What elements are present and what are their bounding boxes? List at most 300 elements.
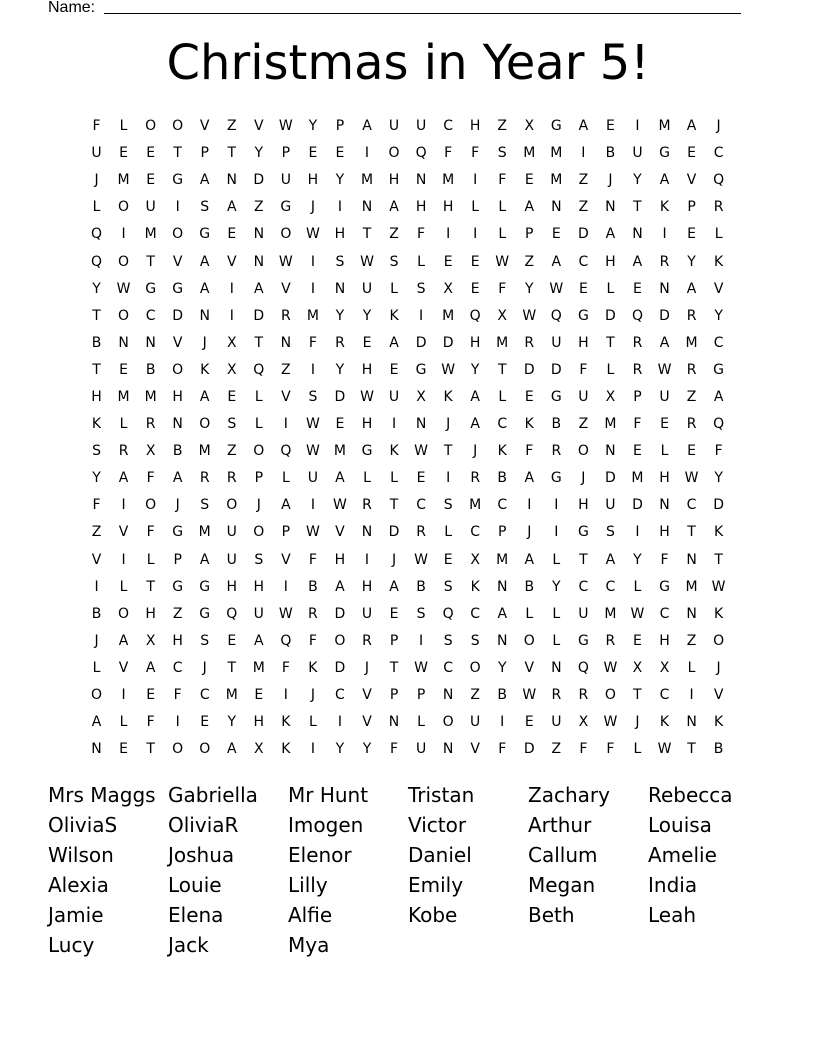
grid-letter[interactable]: C <box>659 605 670 622</box>
grid-letter[interactable]: I <box>310 497 315 514</box>
grid-letter[interactable]: W <box>441 361 456 378</box>
grid-letter[interactable]: U <box>551 714 562 731</box>
grid-letter[interactable]: Q <box>577 659 589 676</box>
grid-letter[interactable]: I <box>473 226 478 243</box>
grid-letter[interactable]: R <box>362 632 372 649</box>
grid-letter[interactable]: Y <box>714 470 723 487</box>
grid-letter[interactable]: A <box>389 199 399 216</box>
grid-letter[interactable]: M <box>496 334 509 351</box>
grid-letter[interactable]: I <box>364 551 370 568</box>
grid-letter[interactable]: K <box>91 416 102 433</box>
grid-letter[interactable]: F <box>281 659 290 676</box>
grid-letter[interactable]: K <box>524 416 534 433</box>
grid-letter[interactable]: M <box>631 470 644 487</box>
grid-letter[interactable]: H <box>334 551 346 568</box>
grid-letter[interactable]: L <box>498 199 507 216</box>
grid-letter[interactable]: B <box>172 443 183 460</box>
grid-letter[interactable]: T <box>497 361 507 378</box>
grid-letter[interactable]: R <box>199 470 210 487</box>
grid-letter[interactable]: J <box>527 524 532 541</box>
grid-letter[interactable]: W <box>495 253 510 270</box>
grid-letter[interactable]: N <box>442 741 454 758</box>
grid-letter[interactable]: L <box>606 280 615 297</box>
grid-letter[interactable]: Y <box>362 741 372 758</box>
grid-letter[interactable]: S <box>470 632 480 649</box>
grid-letter[interactable]: S <box>443 632 453 649</box>
grid-letter[interactable]: F <box>498 280 507 297</box>
grid-letter[interactable]: D <box>550 361 562 378</box>
grid-letter[interactable]: X <box>578 714 589 731</box>
grid-letter[interactable]: J <box>716 659 721 676</box>
grid-letter[interactable]: Q <box>253 361 265 378</box>
grid-letter[interactable]: G <box>172 578 184 595</box>
grid-letter[interactable]: Z <box>226 443 237 460</box>
grid-letter[interactable]: W <box>305 524 320 541</box>
grid-letter[interactable]: G <box>659 145 670 162</box>
grid-letter[interactable]: V <box>524 659 535 676</box>
grid-letter[interactable]: N <box>253 253 265 270</box>
grid-letter[interactable]: O <box>172 118 184 135</box>
grid-letter[interactable]: V <box>686 172 697 189</box>
grid-letter[interactable]: L <box>254 416 263 433</box>
grid-letter[interactable]: O <box>145 497 157 514</box>
grid-letter[interactable]: O <box>199 416 211 433</box>
grid-letter[interactable]: H <box>334 226 346 243</box>
grid-letter[interactable]: E <box>524 714 534 731</box>
name-underline[interactable] <box>104 13 741 14</box>
grid-letter[interactable]: A <box>524 199 535 216</box>
grid-letter[interactable]: Y <box>714 307 723 324</box>
grid-letter[interactable]: V <box>335 524 345 541</box>
grid-letter[interactable]: Z <box>578 199 589 216</box>
grid-letter[interactable]: Q <box>91 226 103 243</box>
grid-letter[interactable]: I <box>635 524 640 541</box>
grid-letter[interactable]: A <box>578 118 589 135</box>
grid-letter[interactable]: P <box>200 145 209 162</box>
grid-letter[interactable]: R <box>470 470 481 487</box>
grid-letter[interactable]: F <box>498 741 507 758</box>
grid-letter[interactable]: W <box>414 659 428 676</box>
grid-letter[interactable]: T <box>606 334 615 351</box>
grid-letter[interactable]: N <box>361 524 373 541</box>
grid-letter[interactable]: F <box>308 551 317 568</box>
grid-letter[interactable]: H <box>145 605 156 622</box>
grid-letter[interactable]: H <box>659 632 670 649</box>
grid-letter[interactable]: O <box>172 361 184 378</box>
grid-letter[interactable]: U <box>226 551 237 568</box>
grid-letter[interactable]: A <box>199 280 210 297</box>
grid-letter[interactable]: U <box>307 470 319 487</box>
grid-letter[interactable]: X <box>226 361 237 378</box>
grid-letter[interactable]: Y <box>335 172 345 189</box>
grid-letter[interactable]: I <box>175 199 180 216</box>
grid-letter[interactable]: L <box>308 714 317 731</box>
grid-letter[interactable]: S <box>416 280 426 297</box>
grid-letter[interactable]: M <box>333 443 346 460</box>
grid-letter[interactable]: T <box>173 145 182 162</box>
grid-letter[interactable]: Z <box>91 524 102 541</box>
grid-letter[interactable]: R <box>713 199 724 216</box>
grid-letter[interactable]: A <box>632 253 643 270</box>
grid-letter[interactable]: N <box>415 172 427 189</box>
grid-letter[interactable]: J <box>94 632 99 649</box>
grid-letter[interactable]: G <box>199 578 211 595</box>
grid-letter[interactable]: A <box>470 416 480 433</box>
grid-letter[interactable]: C <box>416 497 426 514</box>
grid-letter[interactable]: M <box>550 145 563 162</box>
grid-letter[interactable]: R <box>659 253 670 270</box>
grid-letter[interactable]: U <box>551 334 562 351</box>
grid-letter[interactable]: X <box>145 632 156 649</box>
grid-letter[interactable]: Q <box>91 253 103 270</box>
grid-letter[interactable]: I <box>662 226 667 243</box>
grid-letter[interactable]: W <box>305 226 320 243</box>
grid-letter[interactable]: L <box>444 524 453 541</box>
grid-letter[interactable]: Y <box>308 118 318 135</box>
grid-letter[interactable]: F <box>660 551 669 568</box>
grid-letter[interactable]: D <box>334 388 346 405</box>
grid-letter[interactable]: X <box>659 659 670 676</box>
grid-letter[interactable]: U <box>605 497 616 514</box>
grid-letter[interactable]: Y <box>254 145 264 162</box>
grid-letter[interactable]: R <box>280 307 291 324</box>
grid-letter[interactable]: G <box>550 388 562 405</box>
grid-letter[interactable]: H <box>659 524 670 541</box>
grid-letter[interactable]: E <box>524 172 534 189</box>
grid-letter[interactable]: X <box>524 118 535 135</box>
grid-letter[interactable]: E <box>578 280 588 297</box>
grid-letter[interactable]: I <box>229 307 234 324</box>
grid-letter[interactable]: Z <box>578 172 589 189</box>
grid-letter[interactable]: P <box>281 524 291 541</box>
grid-letter[interactable]: W <box>603 714 618 731</box>
grid-letter[interactable]: Y <box>497 659 507 676</box>
grid-letter[interactable]: M <box>442 307 455 324</box>
grid-letter[interactable]: A <box>145 659 156 676</box>
grid-letter[interactable]: W <box>333 497 347 514</box>
grid-letter[interactable]: N <box>199 307 210 324</box>
grid-letter[interactable]: O <box>280 226 292 243</box>
grid-letter[interactable]: T <box>714 551 723 568</box>
grid-letter[interactable]: V <box>226 253 237 270</box>
grid-letter[interactable]: C <box>713 145 724 162</box>
grid-letter[interactable]: V <box>172 334 183 351</box>
grid-letter[interactable]: Z <box>389 226 399 243</box>
grid-letter[interactable]: C <box>443 118 454 135</box>
grid-letter[interactable]: L <box>660 443 669 460</box>
grid-letter[interactable]: O <box>118 253 130 270</box>
grid-letter[interactable]: W <box>116 280 131 297</box>
grid-letter[interactable]: L <box>687 659 696 676</box>
grid-letter[interactable]: I <box>229 280 234 297</box>
grid-letter[interactable]: D <box>253 172 265 189</box>
grid-letter[interactable]: E <box>443 551 453 568</box>
grid-letter[interactable]: V <box>172 253 183 270</box>
grid-letter[interactable]: F <box>525 443 534 460</box>
grid-letter[interactable]: W <box>630 605 645 622</box>
grid-letter[interactable]: M <box>604 605 617 622</box>
grid-letter[interactable]: N <box>334 280 346 297</box>
grid-letter[interactable]: Q <box>226 605 238 622</box>
grid-letter[interactable]: O <box>604 687 616 704</box>
grid-letter[interactable]: E <box>335 416 345 433</box>
grid-letter[interactable]: E <box>335 145 345 162</box>
grid-letter[interactable]: S <box>200 632 210 649</box>
grid-letter[interactable]: W <box>684 470 699 487</box>
grid-letter[interactable]: L <box>92 659 101 676</box>
grid-letter[interactable]: J <box>310 687 315 704</box>
grid-letter[interactable]: P <box>254 470 264 487</box>
grid-letter[interactable]: C <box>605 578 616 595</box>
grid-letter[interactable]: H <box>415 199 427 216</box>
grid-letter[interactable]: G <box>415 361 427 378</box>
grid-letter[interactable]: G <box>172 172 184 189</box>
grid-letter[interactable]: F <box>579 741 588 758</box>
grid-letter[interactable]: U <box>226 524 237 541</box>
grid-letter[interactable]: W <box>603 659 618 676</box>
grid-letter[interactable]: R <box>686 416 697 433</box>
grid-letter[interactable]: T <box>687 524 696 541</box>
grid-letter[interactable]: C <box>497 497 508 514</box>
grid-letter[interactable]: U <box>578 605 589 622</box>
grid-letter[interactable]: F <box>633 416 642 433</box>
grid-letter[interactable]: T <box>92 307 101 324</box>
grid-letter[interactable]: V <box>470 741 480 758</box>
grid-letter[interactable]: E <box>389 605 399 622</box>
grid-letter[interactable]: V <box>118 524 129 541</box>
grid-letter[interactable]: E <box>119 361 128 378</box>
grid-letter[interactable]: W <box>657 361 672 378</box>
grid-letter[interactable]: I <box>419 307 424 324</box>
grid-letter[interactable]: I <box>121 497 126 514</box>
grid-letter[interactable]: A <box>686 118 697 135</box>
grid-letter[interactable]: C <box>659 687 670 704</box>
grid-letter[interactable]: D <box>172 307 184 324</box>
grid-letter[interactable]: T <box>146 253 155 270</box>
grid-letter[interactable]: G <box>550 470 562 487</box>
grid-letter[interactable]: H <box>605 253 616 270</box>
grid-letter[interactable]: J <box>175 497 180 514</box>
grid-letter[interactable]: D <box>605 307 616 324</box>
grid-letter[interactable]: A <box>226 199 237 216</box>
grid-letter[interactable]: L <box>633 741 642 758</box>
grid-letter[interactable]: F <box>498 172 507 189</box>
grid-letter[interactable]: M <box>442 172 455 189</box>
grid-letter[interactable]: B <box>497 470 508 487</box>
grid-letter[interactable]: L <box>119 578 128 595</box>
grid-letter[interactable]: P <box>687 199 696 216</box>
grid-letter[interactable]: I <box>364 145 370 162</box>
grid-letter[interactable]: N <box>496 632 508 649</box>
grid-letter[interactable]: I <box>94 578 99 595</box>
grid-letter[interactable]: L <box>552 632 561 649</box>
grid-letter[interactable]: A <box>389 334 399 351</box>
grid-letter[interactable]: R <box>362 497 372 514</box>
grid-letter[interactable]: F <box>579 361 588 378</box>
grid-letter[interactable]: E <box>605 118 615 135</box>
grid-letter[interactable]: R <box>686 307 697 324</box>
grid-letter[interactable]: C <box>199 687 210 704</box>
grid-letter[interactable]: B <box>713 741 724 758</box>
grid-letter[interactable]: I <box>581 145 586 162</box>
grid-letter[interactable]: L <box>498 226 507 243</box>
grid-letter[interactable]: X <box>497 307 508 324</box>
grid-letter[interactable]: Q <box>280 632 292 649</box>
grid-letter[interactable]: G <box>577 307 589 324</box>
grid-letter[interactable]: H <box>578 497 589 514</box>
grid-letter[interactable]: J <box>473 443 478 460</box>
grid-letter[interactable]: E <box>146 172 156 189</box>
grid-letter[interactable]: G <box>659 578 670 595</box>
grid-letter[interactable]: R <box>226 470 237 487</box>
grid-letter[interactable]: M <box>496 551 509 568</box>
grid-letter[interactable]: M <box>306 307 319 324</box>
grid-letter[interactable]: O <box>713 632 725 649</box>
grid-letter[interactable]: E <box>633 443 642 460</box>
grid-letter[interactable]: R <box>118 443 129 460</box>
grid-letter[interactable]: L <box>119 416 128 433</box>
grid-letter[interactable]: Q <box>442 605 454 622</box>
grid-letter[interactable]: U <box>361 280 373 297</box>
grid-letter[interactable]: O <box>469 659 481 676</box>
grid-letter[interactable]: V <box>281 280 291 297</box>
grid-letter[interactable]: E <box>524 388 534 405</box>
grid-letter[interactable]: L <box>281 470 290 487</box>
grid-letter[interactable]: E <box>416 470 426 487</box>
grid-letter[interactable]: N <box>91 741 102 758</box>
grid-letter[interactable]: A <box>551 253 562 270</box>
grid-letter[interactable]: W <box>278 605 293 622</box>
grid-letter[interactable]: Z <box>470 687 480 704</box>
grid-letter[interactable]: F <box>444 145 453 162</box>
grid-letter[interactable]: L <box>146 551 155 568</box>
grid-letter[interactable]: W <box>305 416 320 433</box>
grid-letter[interactable]: N <box>686 605 697 622</box>
grid-letter[interactable]: V <box>713 280 724 297</box>
grid-letter[interactable]: L <box>471 199 480 216</box>
grid-letter[interactable]: F <box>173 687 182 704</box>
grid-letter[interactable]: K <box>389 307 399 324</box>
grid-letter[interactable]: Z <box>254 199 264 216</box>
grid-letter[interactable]: J <box>94 172 99 189</box>
grid-letter[interactable]: C <box>470 605 481 622</box>
grid-letter[interactable]: T <box>633 687 642 704</box>
grid-letter[interactable]: H <box>469 334 481 351</box>
grid-letter[interactable]: E <box>227 226 237 243</box>
grid-letter[interactable]: E <box>551 226 561 243</box>
grid-letter[interactable]: U <box>361 605 373 622</box>
grid-letter[interactable]: L <box>417 714 425 731</box>
grid-letter[interactable]: L <box>552 605 561 622</box>
grid-letter[interactable]: T <box>146 741 155 758</box>
grid-letter[interactable]: T <box>362 226 372 243</box>
grid-letter[interactable]: E <box>633 280 642 297</box>
grid-letter[interactable]: U <box>280 172 291 189</box>
grid-letter[interactable]: E <box>687 145 696 162</box>
grid-letter[interactable]: S <box>92 443 101 460</box>
grid-letter[interactable]: I <box>310 280 315 297</box>
grid-letter[interactable]: M <box>685 578 698 595</box>
grid-letter[interactable]: F <box>390 741 399 758</box>
grid-letter[interactable]: J <box>202 334 207 351</box>
grid-letter[interactable]: N <box>415 416 427 433</box>
grid-letter[interactable]: V <box>362 687 372 704</box>
grid-letter[interactable]: A <box>713 388 724 405</box>
grid-letter[interactable]: F <box>146 470 155 487</box>
grid-letter[interactable]: D <box>442 334 454 351</box>
grid-letter[interactable]: Y <box>335 361 345 378</box>
grid-letter[interactable]: E <box>119 145 128 162</box>
grid-letter[interactable]: E <box>146 687 156 704</box>
grid-letter[interactable]: D <box>415 334 427 351</box>
grid-letter[interactable]: R <box>632 334 643 351</box>
grid-letter[interactable]: S <box>605 524 615 541</box>
grid-letter[interactable]: F <box>308 632 317 649</box>
grid-letter[interactable]: A <box>605 551 616 568</box>
grid-letter[interactable]: W <box>549 280 564 297</box>
grid-letter[interactable]: K <box>714 253 724 270</box>
grid-letter[interactable]: K <box>200 361 210 378</box>
grid-letter[interactable]: O <box>226 497 238 514</box>
grid-letter[interactable]: S <box>200 497 210 514</box>
grid-letter[interactable]: N <box>605 199 616 216</box>
grid-letter[interactable]: A <box>254 632 264 649</box>
grid-letter[interactable]: O <box>253 524 265 541</box>
grid-letter[interactable]: O <box>334 632 346 649</box>
grid-letter[interactable]: V <box>199 118 210 135</box>
grid-letter[interactable]: O <box>199 741 211 758</box>
grid-letter[interactable]: A <box>362 118 372 135</box>
grid-letter[interactable]: I <box>283 578 288 595</box>
grid-letter[interactable]: E <box>308 145 318 162</box>
grid-letter[interactable]: H <box>307 172 319 189</box>
grid-letter[interactable]: D <box>523 361 535 378</box>
grid-letter[interactable]: J <box>635 714 640 731</box>
grid-letter[interactable]: K <box>714 524 724 541</box>
grid-letter[interactable]: H <box>578 334 589 351</box>
grid-letter[interactable]: E <box>119 741 128 758</box>
grid-letter[interactable]: M <box>550 172 563 189</box>
grid-letter[interactable]: B <box>145 361 156 378</box>
grid-letter[interactable]: X <box>632 659 643 676</box>
grid-letter[interactable]: I <box>527 497 532 514</box>
grid-letter[interactable]: E <box>633 632 642 649</box>
grid-letter[interactable]: U <box>253 605 264 622</box>
grid-letter[interactable]: L <box>552 551 561 568</box>
grid-letter[interactable]: S <box>308 388 318 405</box>
grid-letter[interactable]: U <box>91 145 102 162</box>
grid-letter[interactable]: A <box>199 388 210 405</box>
grid-letter[interactable]: S <box>416 605 426 622</box>
grid-letter[interactable]: T <box>92 361 101 378</box>
grid-letter[interactable]: O <box>91 687 103 704</box>
grid-letter[interactable]: O <box>523 632 535 649</box>
grid-letter[interactable]: E <box>470 280 480 297</box>
grid-letter[interactable]: R <box>605 632 616 649</box>
grid-letter[interactable]: A <box>335 470 345 487</box>
grid-letter[interactable]: N <box>361 199 373 216</box>
grid-letter[interactable]: O <box>388 145 400 162</box>
grid-letter[interactable]: O <box>172 226 184 243</box>
grid-letter[interactable]: R <box>551 443 562 460</box>
grid-letter[interactable]: W <box>305 443 320 460</box>
grid-letter[interactable]: F <box>146 714 155 731</box>
grid-letter[interactable]: V <box>281 551 291 568</box>
grid-letter[interactable]: L <box>606 361 615 378</box>
grid-letter[interactable]: I <box>500 714 505 731</box>
grid-letter[interactable]: C <box>335 687 345 704</box>
grid-letter[interactable]: L <box>390 470 398 487</box>
